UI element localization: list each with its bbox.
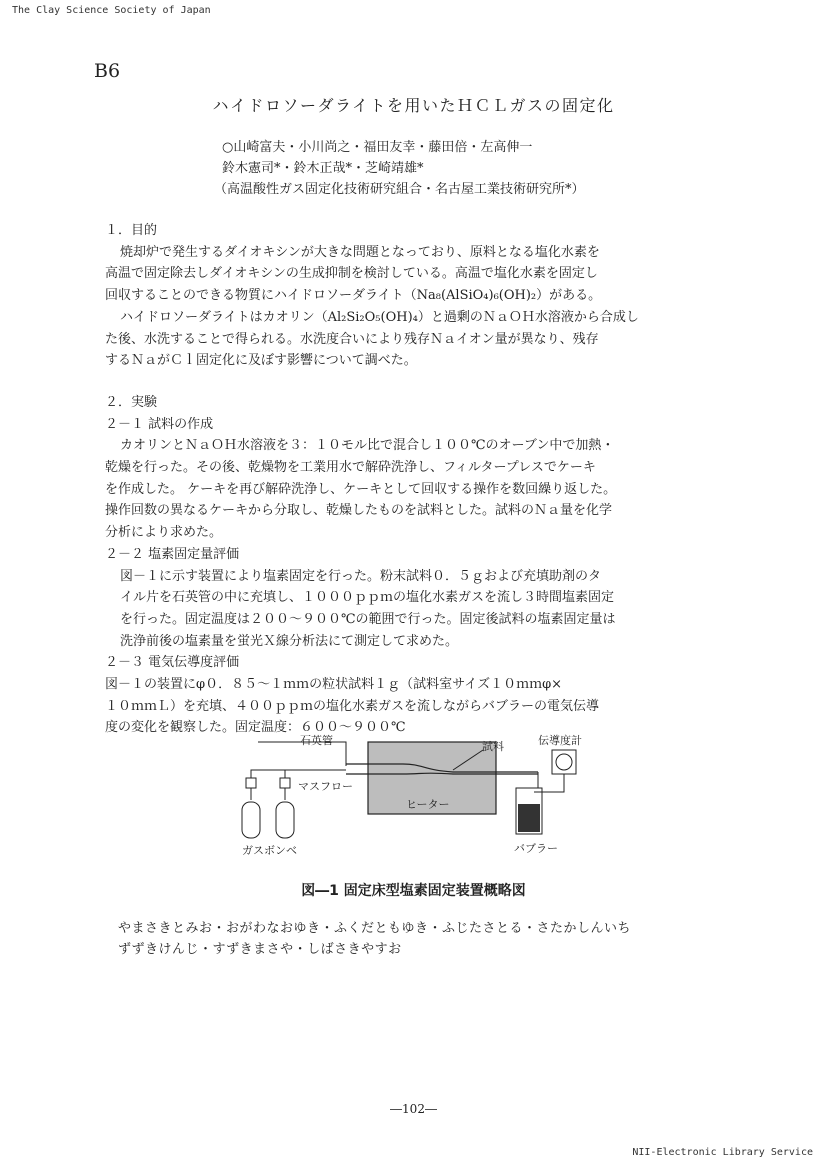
purpose-line: するＮａがＣｌ固定化に及ぼす影響について調べた。 xyxy=(105,353,417,369)
sub3-line: 図－１の装置にφ０．８５～１ｍｍの粒状試料１ｇ（試料室サイズ１０ｍｍφ× xyxy=(105,677,563,693)
sub2-line: イル片を石英管の中に充填し、１０００ｐｐｍの塩化水素ガスを流し３時間塩素固定 xyxy=(120,590,615,606)
subsection-heading: ２－３ 電気伝導度評価 xyxy=(105,655,240,671)
sub1-line: 乾燥を行った。その後、乾燥物を工業用水で解砕洗浄し、フィルタープレスでケーキ xyxy=(105,460,596,476)
society-header: The Clay Science Society of Japan xyxy=(12,5,211,16)
sub3-line: １０ｍｍＬ）を充填、４００ｐｐｍの塩化水素ガスを流しながらバブラーの電気伝導 xyxy=(105,698,600,714)
figure-caption: 図―1 固定床型塩素固定装置概略図 xyxy=(301,883,526,899)
kana-line-1: やまさきとみお・おがわなおゆき・ふくだともゆき・ふじたさとる・さたかしんいち xyxy=(118,921,632,936)
label-sample: 試料 xyxy=(482,740,504,753)
purpose-line: 高温で固定除去しダイオキシンの生成抑制を検討している。高温で塩化水素を固定し xyxy=(105,266,598,282)
kana-line-2: ずずきけんじ・すずきまさや・しばさきやすお xyxy=(118,942,402,957)
sub2-line: 洗浄前後の塩素量を蛍光Ｘ線分析法にて測定して求めた。 xyxy=(120,633,459,649)
author-readings xyxy=(118,918,631,960)
label-heater: ヒーター xyxy=(406,798,450,811)
sub1-line: を作成した。 ケーキを再び解砕洗浄し、ケーキとして回収する操作を数回繰り返した。 xyxy=(105,481,617,497)
experiment-heading: ２．実験 xyxy=(105,394,158,410)
massflow-box-2 xyxy=(280,778,290,788)
authors-line-1: ○山崎富夫・小川尚之・福田友幸・藤田倍・左高伸一 xyxy=(222,140,533,155)
subsection-heading: ２－１ 試料の作成 xyxy=(105,416,214,432)
sub1-line: 分析により求めた。 xyxy=(105,525,223,541)
gas-line xyxy=(251,770,346,778)
sub1-line: 操作回数の異なるケーキから分取し、乾燥したものを試料とした。試料のＮａ量を化学 xyxy=(105,503,613,519)
purpose-line: た後、水洗することで得られる。水洗度合いにより残存Ｎａイオン量が異なり、残存 xyxy=(105,331,599,347)
sub1-line: カオリンとＮａＯＨ水溶液を３：１０モル比で混合し１００℃のオーブン中で加熱・ xyxy=(120,438,615,454)
subsection-heading: ２－２ 塩素固定量評価 xyxy=(105,546,240,562)
sub2-line: 図－１に示す装置により塩素固定を行った。粉末試料０．５ｇおよび充填助剤のタ xyxy=(120,568,602,584)
sub3-line: 度の変化を観察した。固定温度：６００～９００℃ xyxy=(105,720,406,736)
purpose-line: ハイドロソーダライトはカオリン（Al₂Si₂O₅(OH)₄）と過剰のＮａＯＨ水溶液から合成し xyxy=(120,309,639,325)
gas-cylinder-2 xyxy=(276,802,294,838)
page-number: ―102― xyxy=(390,1102,437,1116)
label-gas-cylinder: ガスボンベ xyxy=(242,844,297,857)
apparatus-figure xyxy=(238,730,618,860)
bubbler-liquid xyxy=(518,804,540,832)
sub2-line: を行った。固定温度は２００～９００℃の範囲で行った。固定後試料の塩素固定量は xyxy=(120,611,616,627)
apparatus-diagram xyxy=(238,730,618,860)
purpose-heading: １．目的 xyxy=(105,223,158,238)
purpose-line: 焼却炉で発生するダイオキシンが大きな問題となっており、原料となる塩化水素を xyxy=(120,244,600,260)
cylinder-line xyxy=(251,788,285,800)
purpose-line: 回収することのできる物質にハイドロソーダライト（Na₈(AlSiO₄)₆(OH)₂）がある。 xyxy=(105,288,602,304)
abstract-code: B6 xyxy=(94,60,121,82)
gas-cylinder-1 xyxy=(242,802,260,838)
label-bubbler: バブラー xyxy=(514,842,558,855)
affiliation: （高温酸性ガス固定化技術研究組合・名古屋工業技術研究所*） xyxy=(214,182,585,197)
body-text xyxy=(105,220,765,739)
massflow-box-1 xyxy=(246,778,256,788)
authors-line-2: 鈴木憲司*・鈴木正哉*・芝崎靖雄* xyxy=(222,161,424,176)
label-quartz-tube: 石英管 xyxy=(300,734,333,747)
label-massflow: マスフロー xyxy=(298,780,353,793)
label-conductivity: 伝導度計 xyxy=(538,734,582,747)
author-block xyxy=(214,137,585,200)
paper-title: ハイドロソーダライトを用いたＨＣＬガスの固定化 xyxy=(212,96,615,115)
library-footer: NII-Electronic Library Service xyxy=(632,1147,813,1158)
